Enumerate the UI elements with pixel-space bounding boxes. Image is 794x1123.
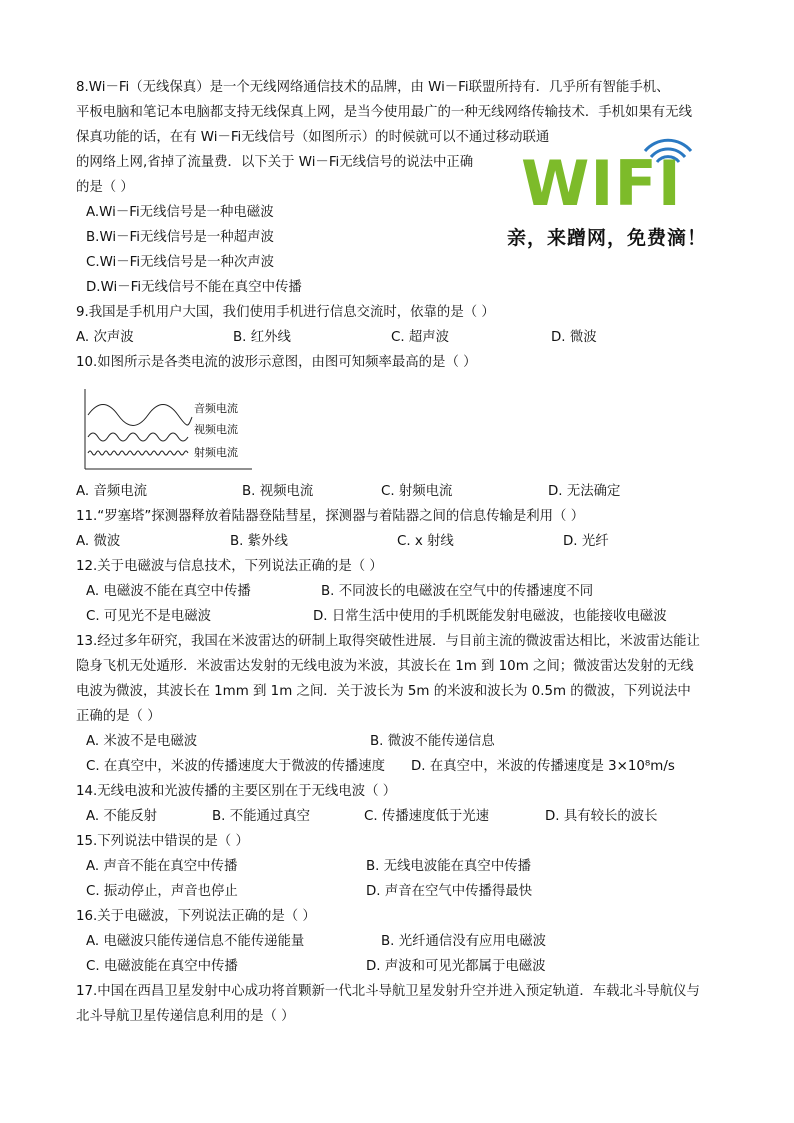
q9-stem: 9.我国是手机用户大国，我们使用手机进行信息交流时，依靠的是（ ） xyxy=(76,305,495,320)
q11-stem: 11.“罗塞塔”探测器释放着陆器登陆彗星，探测器与着陆器之间的信息传输是利用（ ） xyxy=(76,509,585,524)
q16-option-d: D. 声波和可见光都属于电磁波 xyxy=(366,959,546,974)
q13-stem-line4: 正确的是（ ） xyxy=(76,709,161,724)
q15-option-b: B. 无线电波能在真空中传播 xyxy=(366,859,531,874)
q15-stem: 15.下列说法中错误的是（ ） xyxy=(76,834,249,849)
q12-option-b: B. 不同波长的电磁波在空气中的传播速度不同 xyxy=(321,584,594,599)
q13-stem-line1: 13.经过多年研究，我国在米波雷达的研制上取得突破性进展．与目前主流的微波雷达相比，米波雷达能让 xyxy=(76,634,700,649)
wifi-logo-text: WIFI xyxy=(521,147,682,220)
video-wave xyxy=(88,433,188,441)
q13-stem-line3: 电波为微波，其波长在 1mm 到 1m 之间．关于波长为 5m 的米波和波长为 0.5m 的微波，下列说法中 xyxy=(76,684,691,699)
q8-stem-line5: 的是（ ） xyxy=(76,180,134,195)
audio-label: 音频电流 xyxy=(194,402,238,415)
q14-option-c: C. 传播速度低于光速 xyxy=(364,809,489,824)
rf-wave xyxy=(88,451,188,455)
q15-option-c: C. 振动停止，声音也停止 xyxy=(86,884,238,899)
q8-stem-line2: 平板电脑和笔记本电脑都支持无线保真上网，是当今使用最广的一种无线网络传输技术．手机如果有无线 xyxy=(76,105,692,120)
q8-stem-line1: 8.Wi－Fi（无线保真）是一个无线网络通信技术的品牌，由 Wi－Fi联盟所持有．几乎所有智能手机、 xyxy=(76,80,670,95)
q15-option-d: D. 声音在空气中传播得最快 xyxy=(366,884,533,899)
q12-stem: 12.关于电磁波与信息技术，下列说法正确的是（ ） xyxy=(76,559,383,574)
q13-option-c: C. 在真空中，米波的传播速度大于微波的传播速度 xyxy=(86,759,386,774)
q8-option-c: C.Wi－Fi无线信号是一种次声波 xyxy=(86,255,275,270)
q17-stem-line1: 17.中国在西昌卫星发射中心成功将首颗新一代北斗导航卫星发射升空并进入预定轨道．车载北斗导航仪与 xyxy=(76,984,700,999)
q11-option-c: C. x 射线 xyxy=(397,534,454,549)
q8-option-b: B.Wi－Fi无线信号是一种超声波 xyxy=(86,230,274,245)
q8-option-d: D.Wi－Fi无线信号不能在真空中传播 xyxy=(86,280,302,295)
audio-wave xyxy=(88,405,192,426)
q10-option-c: C. 射频电流 xyxy=(381,484,453,499)
q8-option-a: A.Wi－Fi无线信号是一种电磁波 xyxy=(86,205,274,220)
q13-option-a: A. 米波不是电磁波 xyxy=(86,734,198,749)
q14-option-d: D. 具有较长的波长 xyxy=(545,809,658,824)
q14-option-b: B. 不能通过真空 xyxy=(212,809,311,824)
video-label: 视频电流 xyxy=(194,423,238,436)
q12-option-a: A. 电磁波不能在真空中传播 xyxy=(86,584,251,599)
q10-option-b: B. 视频电流 xyxy=(242,484,314,499)
q9-option-b: B. 红外线 xyxy=(233,330,291,345)
q10-stem: 10.如图所示是各类电流的波形示意图，由图可知频率最高的是（ ） xyxy=(76,355,477,370)
q13-option-d: D. 在真空中，米波的传播速度是 3×10⁸m/s xyxy=(411,759,675,774)
q16-option-a: A. 电磁波只能传递信息不能传递能量 xyxy=(86,934,305,949)
q13-option-b: B. 微波不能传递信息 xyxy=(370,734,495,749)
q8-stem-line3: 保真功能的话，在有 Wi－Fi无线信号（如图所示）的时候就可以不通过移动联通 xyxy=(76,130,550,145)
q8-stem-line4: 的网络上网,省掉了流量费．以下关于 Wi－Fi无线信号的说法中正确 xyxy=(76,155,474,170)
q14-option-a: A. 不能反射 xyxy=(86,809,157,824)
q9-option-c: C. 超声波 xyxy=(391,330,450,345)
wifi-slogan: 亲，来蹭网，免费滴！ xyxy=(507,227,708,249)
q10-option-a: A. 音频电流 xyxy=(76,484,147,499)
q9-option-a: A. 次声波 xyxy=(76,330,134,345)
waveform-figure xyxy=(84,387,254,473)
q11-option-a: A. 微波 xyxy=(76,534,121,549)
q9-option-d: D. 微波 xyxy=(551,330,597,345)
q14-stem: 14.无线电波和光波传播的主要区别在于无线电波（ ） xyxy=(76,784,397,799)
q12-option-d: D. 日常生活中使用的手机既能发射电磁波，也能接收电磁波 xyxy=(313,609,667,624)
wifi-image xyxy=(507,135,715,255)
q11-option-b: B. 紫外线 xyxy=(230,534,288,549)
q10-option-d: D. 无法确定 xyxy=(548,484,621,499)
q15-option-a: A. 声音不能在真空中传播 xyxy=(86,859,238,874)
q16-option-c: C. 电磁波能在真空中传播 xyxy=(86,959,238,974)
q16-stem: 16.关于电磁波，下列说法正确的是（ ） xyxy=(76,909,316,924)
q17-stem-line2: 北斗导航卫星传递信息利用的是（ ） xyxy=(76,1009,295,1024)
q11-option-d: D. 光纤 xyxy=(563,534,609,549)
q13-stem-line2: 隐身飞机无处遁形．米波雷达发射的无线电波为米波，其波长在 1m 到 10m 之间；微波雷达发射的无线 xyxy=(76,659,694,674)
q16-option-b: B. 光纤通信没有应用电磁波 xyxy=(381,934,546,949)
rf-label: 射频电流 xyxy=(194,446,238,459)
q12-option-c: C. 可见光不是电磁波 xyxy=(86,609,211,624)
